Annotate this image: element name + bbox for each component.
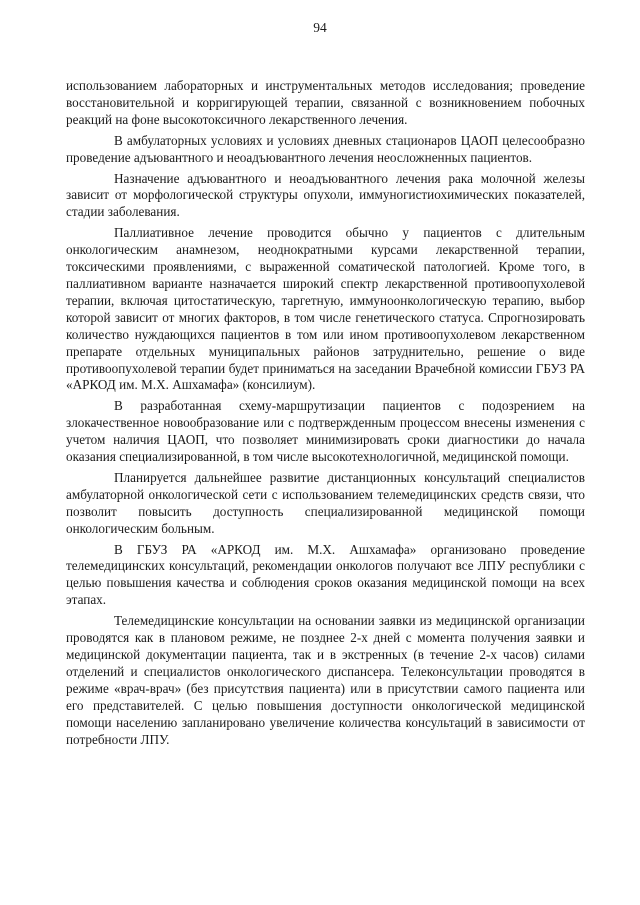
paragraph: В амбулаторных условиях и условиях дневных стационаров ЦАОП целесообразно проведение адъювантного и неоадъювантного лечения неосложненных пациентов. bbox=[66, 132, 585, 165]
paragraph: Телемедицинские консультации на основании заявки из медицинской организации проводятся как в плановом режиме, не позднее 2-х дней с момента получения заявки и медицинской документации пациента, так и в экстренных (в течение 2-х часов) силами отделений и специалистов онкологического диспансера. Телеконсультации проводятся в режиме «врач-врач» (без присутствия пациента) или в присутствии самого пациента или его представителей. С целью повышения доступности онкологической медицинской помощи населению запланировано увеличение количества консультаций в зависимости от потребности ЛПУ. bbox=[66, 613, 585, 747]
paragraph: Паллиативное лечение проводится обычно у пациентов с длительным онкологическим анамнезом, неоднократными курсами лекарственной терапии, токсическими проявлениями, с выраженной соматической патологией. Кроме того, в паллиативном варианте назначается широкий спектр лекарственной противоопухолевой терапии, включая цитостатическую, таргетную, иммуноонкологическую терапию, выбор которой зависит от многих факторов, в том числе генетического статуса. Спрогнозировать количество нуждающихся пациентов в том или ином противоопухолевом лекарственном препарате отдельных муниципальных районов затруднительно, решение о виде противоопухолевой терапии будет приниматься на заседании Врачебной комиссии ГБУЗ РА «АРКОД им. М.Х. Ашхамафа» (консилиум). bbox=[66, 225, 585, 393]
document-body bbox=[66, 78, 585, 752]
paragraph: В ГБУЗ РА «АРКОД им. М.Х. Ашхамафа» организовано проведение телемедицинских консультаций, рекомендации онкологов получают все ЛПУ республики с целью повышения качества и соблюдения сроков оказания медицинской помощи на всех этапах. bbox=[66, 541, 585, 608]
paragraph: В разработанная схему-маршрутизации пациентов с подозрением на злокачественное новообразование или с подтвержденным процессом внесены изменения с учетом наличия ЦАОП, что позволяет минимизировать сроки диагностики до начала оказания специализированной, в том числе высокотехнологичной, медицинской помощи. bbox=[66, 398, 585, 465]
paragraph: Планируется дальнейшее развитие дистанционных консультаций специалистов амбулаторной онкологической сети с использованием телемедицинских средств связи, что позволит повысить доступность специализированной медицинской помощи онкологическим больным. bbox=[66, 469, 585, 536]
paragraph: использованием лабораторных и инструментальных методов исследования; проведение восстановительной и корригирующей терапии, связанной с возникновением побочных реакций на фоне высокотоксичного лекарственного лечения. bbox=[66, 78, 585, 127]
page-number: 94 bbox=[313, 20, 327, 35]
paragraph: Назначение адъювантного и неоадъювантного лечения рака молочной железы зависит от морфологической структуры опухоли, иммуногистиохимических показателей, стадии заболевания. bbox=[66, 170, 585, 220]
